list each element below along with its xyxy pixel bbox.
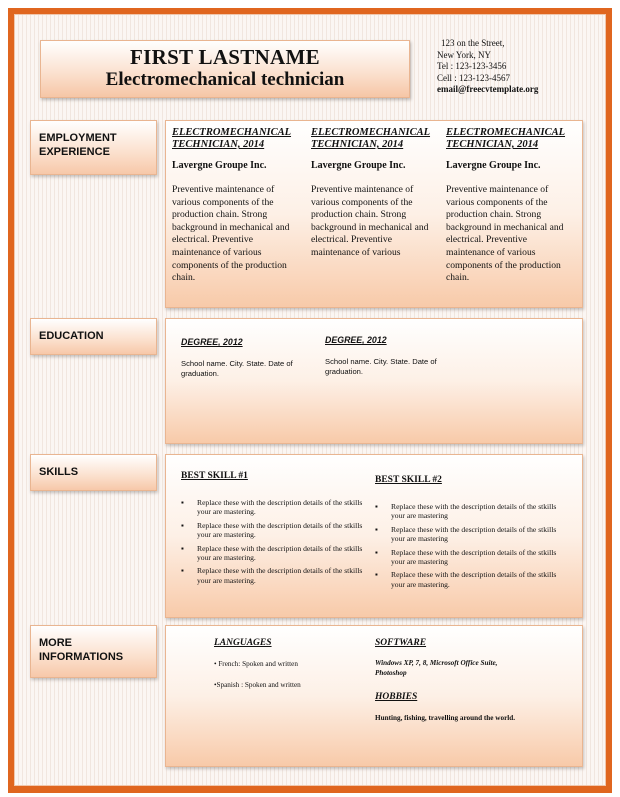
job-entry-description: Preventive maintenance of various components of the production chain. Strong background in mechanical and electrical. Preventive maintenance of various components of the production chain. (446, 184, 564, 284)
skill-item: ▪ Replace these with the description details of the stkills your are mastering (375, 524, 557, 544)
job-entry-company: Lavergne Groupe Inc. (311, 160, 406, 171)
employment-box (165, 120, 583, 308)
skill-item: ▪ Replace these with the description details of the stkills your are mastering. (181, 566, 363, 585)
languages-heading: LANGUAGES (214, 638, 272, 648)
skills-box (165, 454, 583, 618)
software-list: Windows XP, 7, 8, Microsoft Office Suite, Photoshop (375, 659, 498, 677)
bullet-icon: ▪ (181, 543, 184, 553)
bullet-icon: ▪ (181, 566, 184, 576)
job-entry-title: ELECTROMECHANICAL TECHNICIAN, 2014 (172, 127, 292, 150)
language-french: • French: Spoken and written (214, 660, 298, 668)
education-detail: School name. City. State. Date of graduation. (181, 359, 293, 378)
education-entry (325, 335, 450, 377)
skill-item: ▪ Replace these with the description details of the stkills your are mastering (375, 547, 557, 567)
job-entry-company: Lavergne Groupe Inc. (446, 160, 541, 171)
job-entry-title: ELECTROMECHANICAL TECHNICIAN, 2014 (446, 127, 566, 150)
contact-city: New York, NY (437, 49, 492, 60)
job-entry-company: Lavergne Groupe Inc. (172, 160, 267, 171)
bullet-icon: ▪ (375, 570, 378, 580)
more-label: MORE INFORMATIONS (39, 637, 124, 663)
contact-email[interactable]: email@freecvtemplate.org (437, 84, 539, 94)
skill-item: ▪ Replace these with the description details of the stkills your are mastering. (181, 543, 363, 563)
language-spanish: •Spanish : Spoken and written (214, 681, 301, 689)
skill-item: ▪ Replace these with the description details of the stkills your are mastering (375, 502, 557, 521)
software-heading: SOFTWARE (375, 638, 427, 648)
job-entry-description: Preventive maintenance of various components of the production chain. Strong background in mechanical and electrical. Preventive maintenance of various components of the production chain. (172, 184, 290, 284)
education-label: EDUCATION (39, 330, 104, 342)
bullet-icon: ▪ (181, 520, 184, 530)
contact-tel: Tel : 123-123-3456 (437, 61, 507, 71)
contact-block (437, 38, 607, 96)
section-label-more (30, 625, 157, 678)
section-label-skills (30, 454, 157, 491)
bullet-icon: ▪ (375, 502, 378, 511)
education-detail: School name. City. State. Date of graduation. (325, 357, 437, 376)
job-entry (311, 127, 441, 260)
education-degree: DEGREE, 2012 (325, 335, 387, 345)
skill-list (375, 502, 575, 589)
name-title-box (40, 40, 410, 98)
bullet-icon: ▪ (375, 524, 378, 534)
skill-item: ▪ Replace these with the description details of the stkills your are mastering. (181, 520, 363, 540)
education-entry (181, 337, 306, 379)
employment-label: EMPLOYMENT EXPERIENCE (39, 132, 117, 158)
contact-cell: Cell : 123-123-4567 (437, 72, 510, 83)
skill-group (181, 471, 381, 589)
bullet-icon: ▪ (375, 547, 378, 557)
skill-item: ▪ Replace these with the description details of the stkills your are mastering. (181, 498, 363, 517)
skill-heading: BEST SKILL #1 (181, 471, 248, 481)
skills-label: SKILLS (39, 466, 79, 478)
job-title: Electromechanical technician (105, 69, 345, 90)
job-entry (172, 127, 302, 285)
education-box (165, 318, 583, 444)
job-entry-title: ELECTROMECHANICAL TECHNICIAN, 2014 (311, 127, 431, 150)
full-name: FIRST LASTNAME (130, 45, 320, 69)
job-entry-description: Preventive maintenance of various components of the production chain. Strong background in mechanical and electrical. Preventive maintenance of various (311, 184, 429, 258)
hobbies-text: Hunting, fishing, travelling around the world. (375, 714, 516, 722)
section-label-employment (30, 120, 157, 175)
skill-group (375, 475, 575, 593)
section-label-education (30, 318, 157, 355)
skill-item: ▪ Replace these with the description details of the stkills your are mastering. (375, 570, 557, 589)
more-info-box (165, 625, 583, 767)
bullet-icon: ▪ (181, 498, 184, 507)
skill-heading: BEST SKILL #2 (375, 475, 442, 485)
contact-street: 123 on the Street, (441, 38, 505, 48)
hobbies-heading: HOBBIES (375, 692, 418, 702)
education-degree: DEGREE, 2012 (181, 337, 243, 347)
skill-list (181, 498, 381, 585)
job-entry (446, 127, 576, 285)
